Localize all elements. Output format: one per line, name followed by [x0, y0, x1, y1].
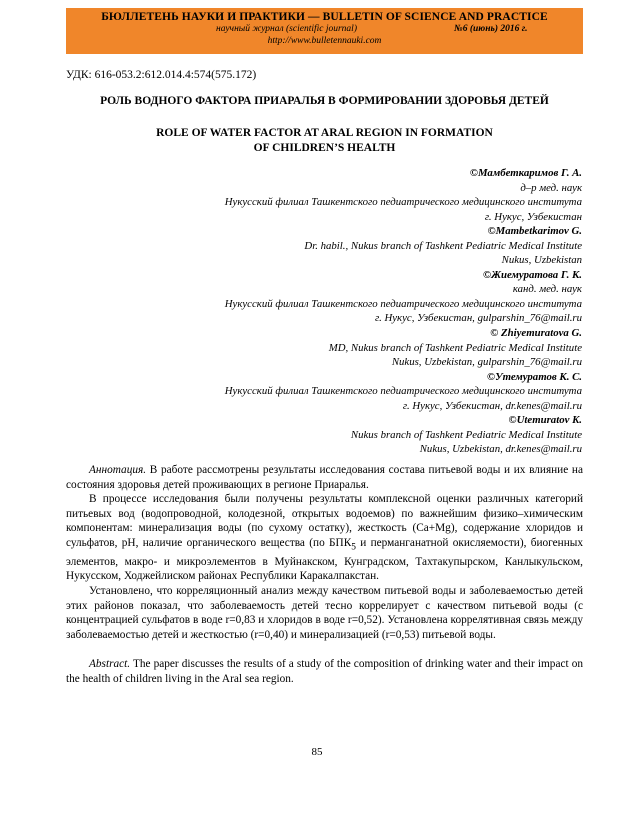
author-affiliation: Нукусский филиал Ташкентского педиатрического медицинского института: [224, 297, 582, 310]
journal-title: БЮЛЛЕТЕНЬ НАУКИ И ПРАКТИКИ — BULLETIN OF SCIENCE AND PRACTICE: [101, 11, 548, 23]
article-title-en-line-2: OF CHILDREN’S HEALTH: [253, 142, 396, 154]
author-location-email: г. Нукус, Узбекистан, gulparshin_76@mail.ru: [375, 312, 582, 325]
journal-banner: [66, 8, 583, 54]
author-location-email: Nukus, Uzbekistan, gulparshin_76@mail.ru: [391, 356, 582, 369]
author-location: Nukus, Uzbekistan: [501, 254, 582, 267]
article-title-en: [66, 126, 583, 156]
author-block: [62, 166, 582, 457]
author-degree: д–р мед. наук: [520, 181, 582, 194]
annotation-paragraph: [66, 463, 583, 492]
author-degree: канд. мед. наук: [512, 283, 582, 296]
methods-text-end: и перманганатной окисляемости), биогенных элементов, макро- и микроэлементов в Муйнакском, Кунградском, Тахтакупырском, Канлыкульском, Нукусском, Ходжейлиском районах Республики Каракалпакстан.: [66, 536, 583, 583]
article-title-ru: РОЛЬ ВОДНОГО ФАКТОРА ПРИАРАЛЬЯ В ФОРМИРОВАНИИ ЗДОРОВЬЯ ДЕТЕЙ: [100, 95, 549, 107]
methods-paragraph: [66, 492, 583, 584]
author-location-email: г. Нукус, Узбекистан, dr.kenes@mail.ru: [402, 399, 582, 412]
author-affiliation: Нукусский филиал Ташкентского педиатрического медицинского института: [224, 196, 582, 209]
author-location: г. Нукус, Узбекистан: [484, 210, 582, 223]
results-paragraph: Установлено, что корреляционный анализ между качеством питьевой воды и заболеваемостью детей этих районов показал, что заболеваемость детей тесно коррелирует с качеством питьевой воды (с концентрацией сульфатов в воде r=0,83 и хлоридов в воде r=0,52). Установлена коррелятивная связь между заболеваемостью детей и жесткостью (r=0,40) и минерализацией (r=0,53) питьевой воды.: [66, 585, 583, 641]
abstract-text: The paper discusses the results of a study of the composition of drinking water and their impact on the health of children living in the Aral sea region.: [66, 658, 583, 685]
author-name-en: © Zhiyemuratova G.: [490, 327, 582, 340]
abstract-label: Abstract.: [89, 658, 131, 671]
annotation-label: Аннотация.: [89, 464, 147, 476]
annotation-text: В работе рассмотрены результаты исследования состава питьевой воды и их влияние на состояния здоровья детей проживающих в регионе Приаралья.: [66, 464, 583, 491]
page-number: 85: [311, 746, 323, 758]
author-name-en: ©Mambetkarimov G.: [487, 225, 582, 238]
author-name-ru: ©Жиемуратова Г. К.: [483, 268, 582, 281]
author-affiliation: MD, Nukus branch of Tashkent Pediatric Medical Institute: [328, 341, 582, 354]
author-location-email: Nukus, Uzbekistan, dr.kenes@mail.ru: [419, 443, 582, 456]
journal-issue: №6 (июнь) 2016 г.: [454, 24, 528, 34]
abstract-paragraph: [66, 657, 583, 686]
journal-subtitle-line: [66, 24, 583, 36]
journal-subtitle: научный журнал (scientific journal): [216, 24, 357, 34]
journal-url[interactable]: http://www.bulletennauki.com: [267, 36, 382, 46]
author-affiliation: Nukus branch of Tashkent Pediatric Medical Institute: [350, 428, 582, 441]
bpk-subscript: 5: [351, 542, 356, 553]
article-body: [66, 463, 583, 687]
author-name-en: ©Utemuratov K.: [508, 414, 582, 427]
article-title-en-line-1: ROLE OF WATER FACTOR AT ARAL REGION IN FORMATION: [156, 127, 493, 139]
author-affiliation: Dr. habil., Nukus branch of Tashkent Pediatric Medical Institute: [304, 239, 582, 252]
author-affiliation: Нукусский филиал Ташкентского педиатрического медицинского института: [224, 385, 582, 398]
udk-code: УДК: 616-053.2:612.014.4:574(575.172): [66, 69, 257, 81]
methods-text-start: В процессе исследования были получены результаты комплексной оценки различных категорий питьевых вод (водопроводной, колодезной, открытых водоемов) по важнейшим физико–химическим компонентам: минерализация воды (по сухому остатку), жесткость (Ca+Mg), содержание хлоридов и сульфатов, pH, наличие органического вещества (по БПК: [66, 493, 583, 549]
author-name-ru: ©Мамбеткаримов Г. А.: [469, 167, 582, 179]
author-name-ru: ©Утемуратов К. С.: [487, 370, 582, 383]
